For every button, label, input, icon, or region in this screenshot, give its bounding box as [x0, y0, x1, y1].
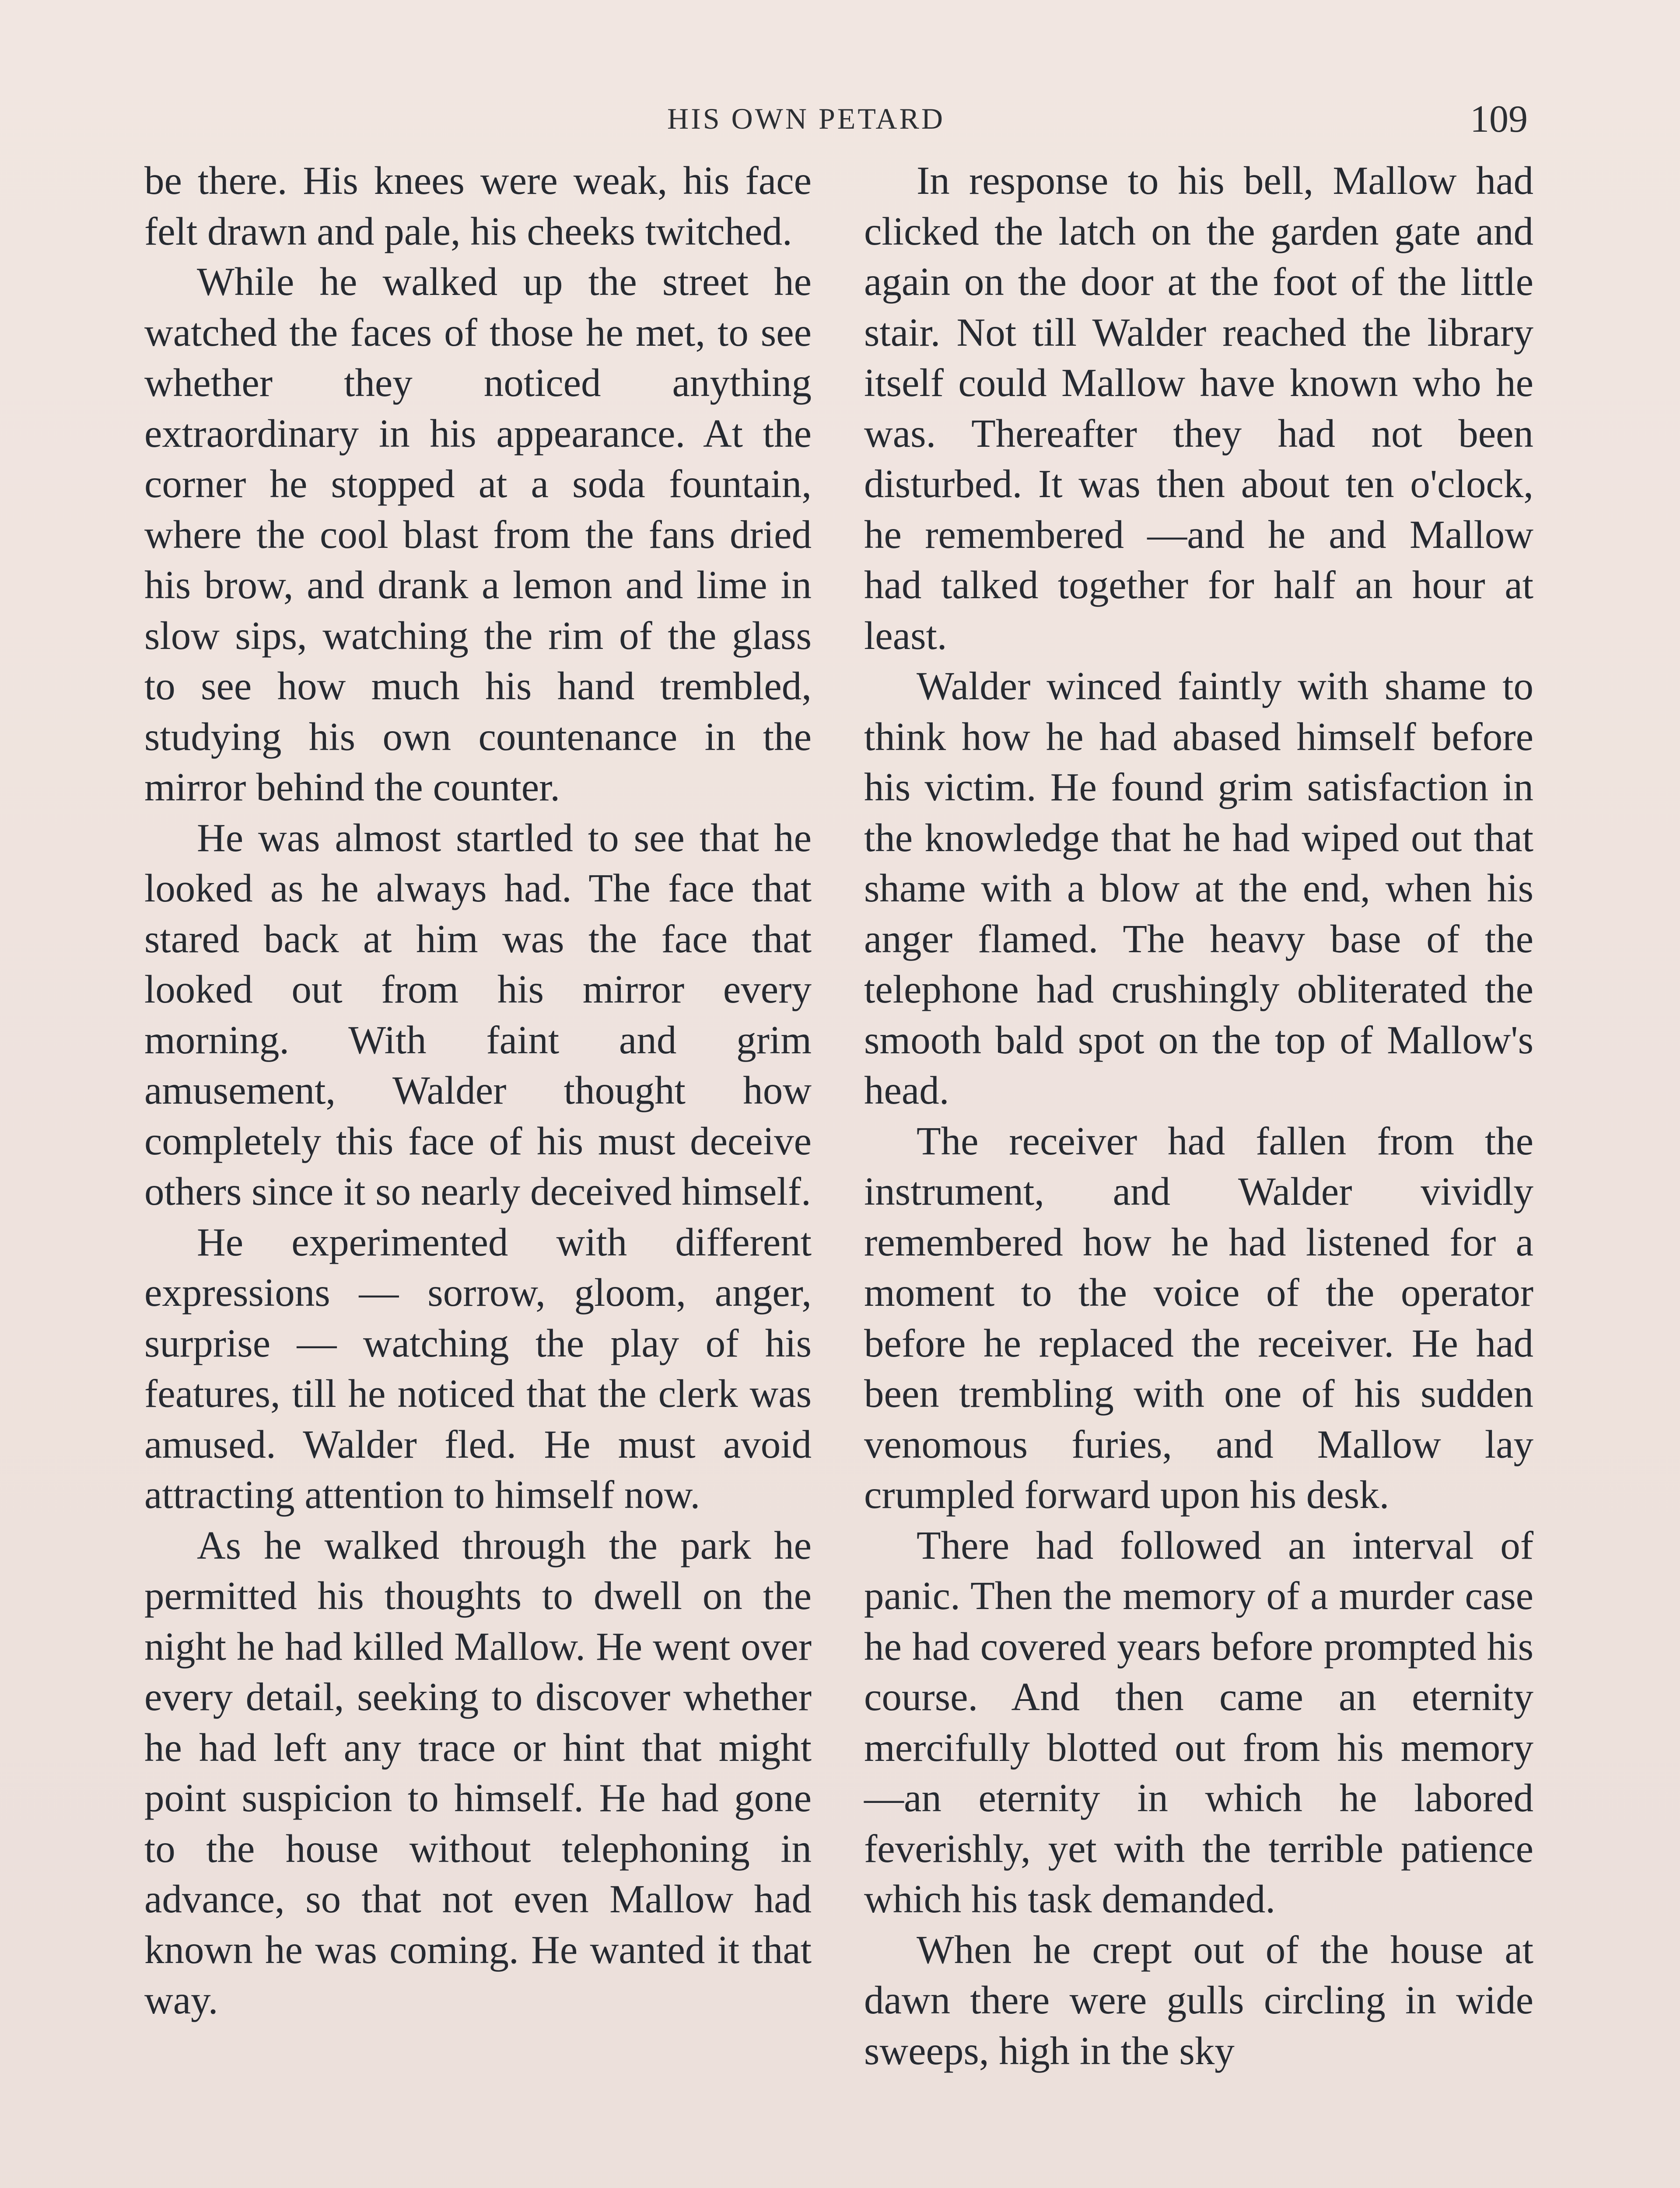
- running-title: HIS OWN PETARD: [667, 102, 945, 135]
- paragraph: Walder winced faintly with shame to think how he had abased himself before his victim. He found grim satisfaction in the knowledge that he had wiped out that shame with a blow at the end, when his anger flamed. The heavy base of the telephone had crushingly obliterated the smooth bald spot on the top of Mallow's head.: [864, 664, 1533, 1112]
- left-text-column: [144, 155, 812, 2026]
- paragraph: be there. His knees were weak, his face felt drawn and pale, his cheeks twitched.: [144, 158, 812, 253]
- page-number: 109: [1470, 98, 1528, 140]
- paragraph: The receiver had fallen from the instrument, and Walder vividly remembered how he had listened for a moment to the voice of the operator before he replaced the receiver. He had been trembling with one of his sudden venomous furies, and Mallow lay crumpled forward upon his desk.: [864, 1119, 1533, 1517]
- paragraph: As he walked through the park he permitted his thoughts to dwell on the night he had killed Mallow. He went over every detail, seeking to discover whether he had left any trace or hint that might point suspicion to himself. He had gone to the house without telephoning in advance, so that not even Mallow had known he was coming. He wanted it that way.: [144, 1523, 812, 2022]
- paragraph: While he walked up the street he watched the faces of those he met, to see whether they noticed anything extraordinary in his appearance. At the corner he stopped at a soda fountain, where the cool blast from the fans dried his brow, and drank a lemon and lime in slow sips, watching the rim of the glass to see how much his hand trembled, studying his own countenance in the mirror behind the counter.: [144, 259, 812, 809]
- paragraph: He was almost startled to see that he looked as he always had. The face that stared back at him was the face that looked out from his mirror every morning. With faint and grim amusement, Walder thought how completely this face of his must deceive others since it so nearly deceived himself.: [144, 815, 812, 1213]
- paragraph: In response to his bell, Mallow had clicked the latch on the garden gate and again on the door at the foot of the little stair. Not till Walder reached the library itself could Mallow have known who he was. Thereafter they had not been disturbed. It was then about ten o'clock, he remembered —and he and Mallow had talked together for half an hour at least.: [864, 158, 1533, 658]
- paragraph: There had followed an interval of panic. Then the memory of a murder case he had covered years before prompted his course. And then came an eternity mercifully blotted out from his memory—an eternity in which he labored feverishly, yet with the terrible patience which his task demanded.: [864, 1523, 1533, 1921]
- paragraph: He experimented with different expressions — sorrow, gloom, anger, surprise — watching the play of his features, till he noticed that the clerk was amused. Walder fled. He must avoid attracting attention to himself now.: [144, 1220, 812, 1517]
- paragraph: When he crept out of the house at dawn there were gulls circling in wide sweeps, high in the sky: [864, 1927, 1533, 2073]
- right-text-column: [864, 155, 1533, 2076]
